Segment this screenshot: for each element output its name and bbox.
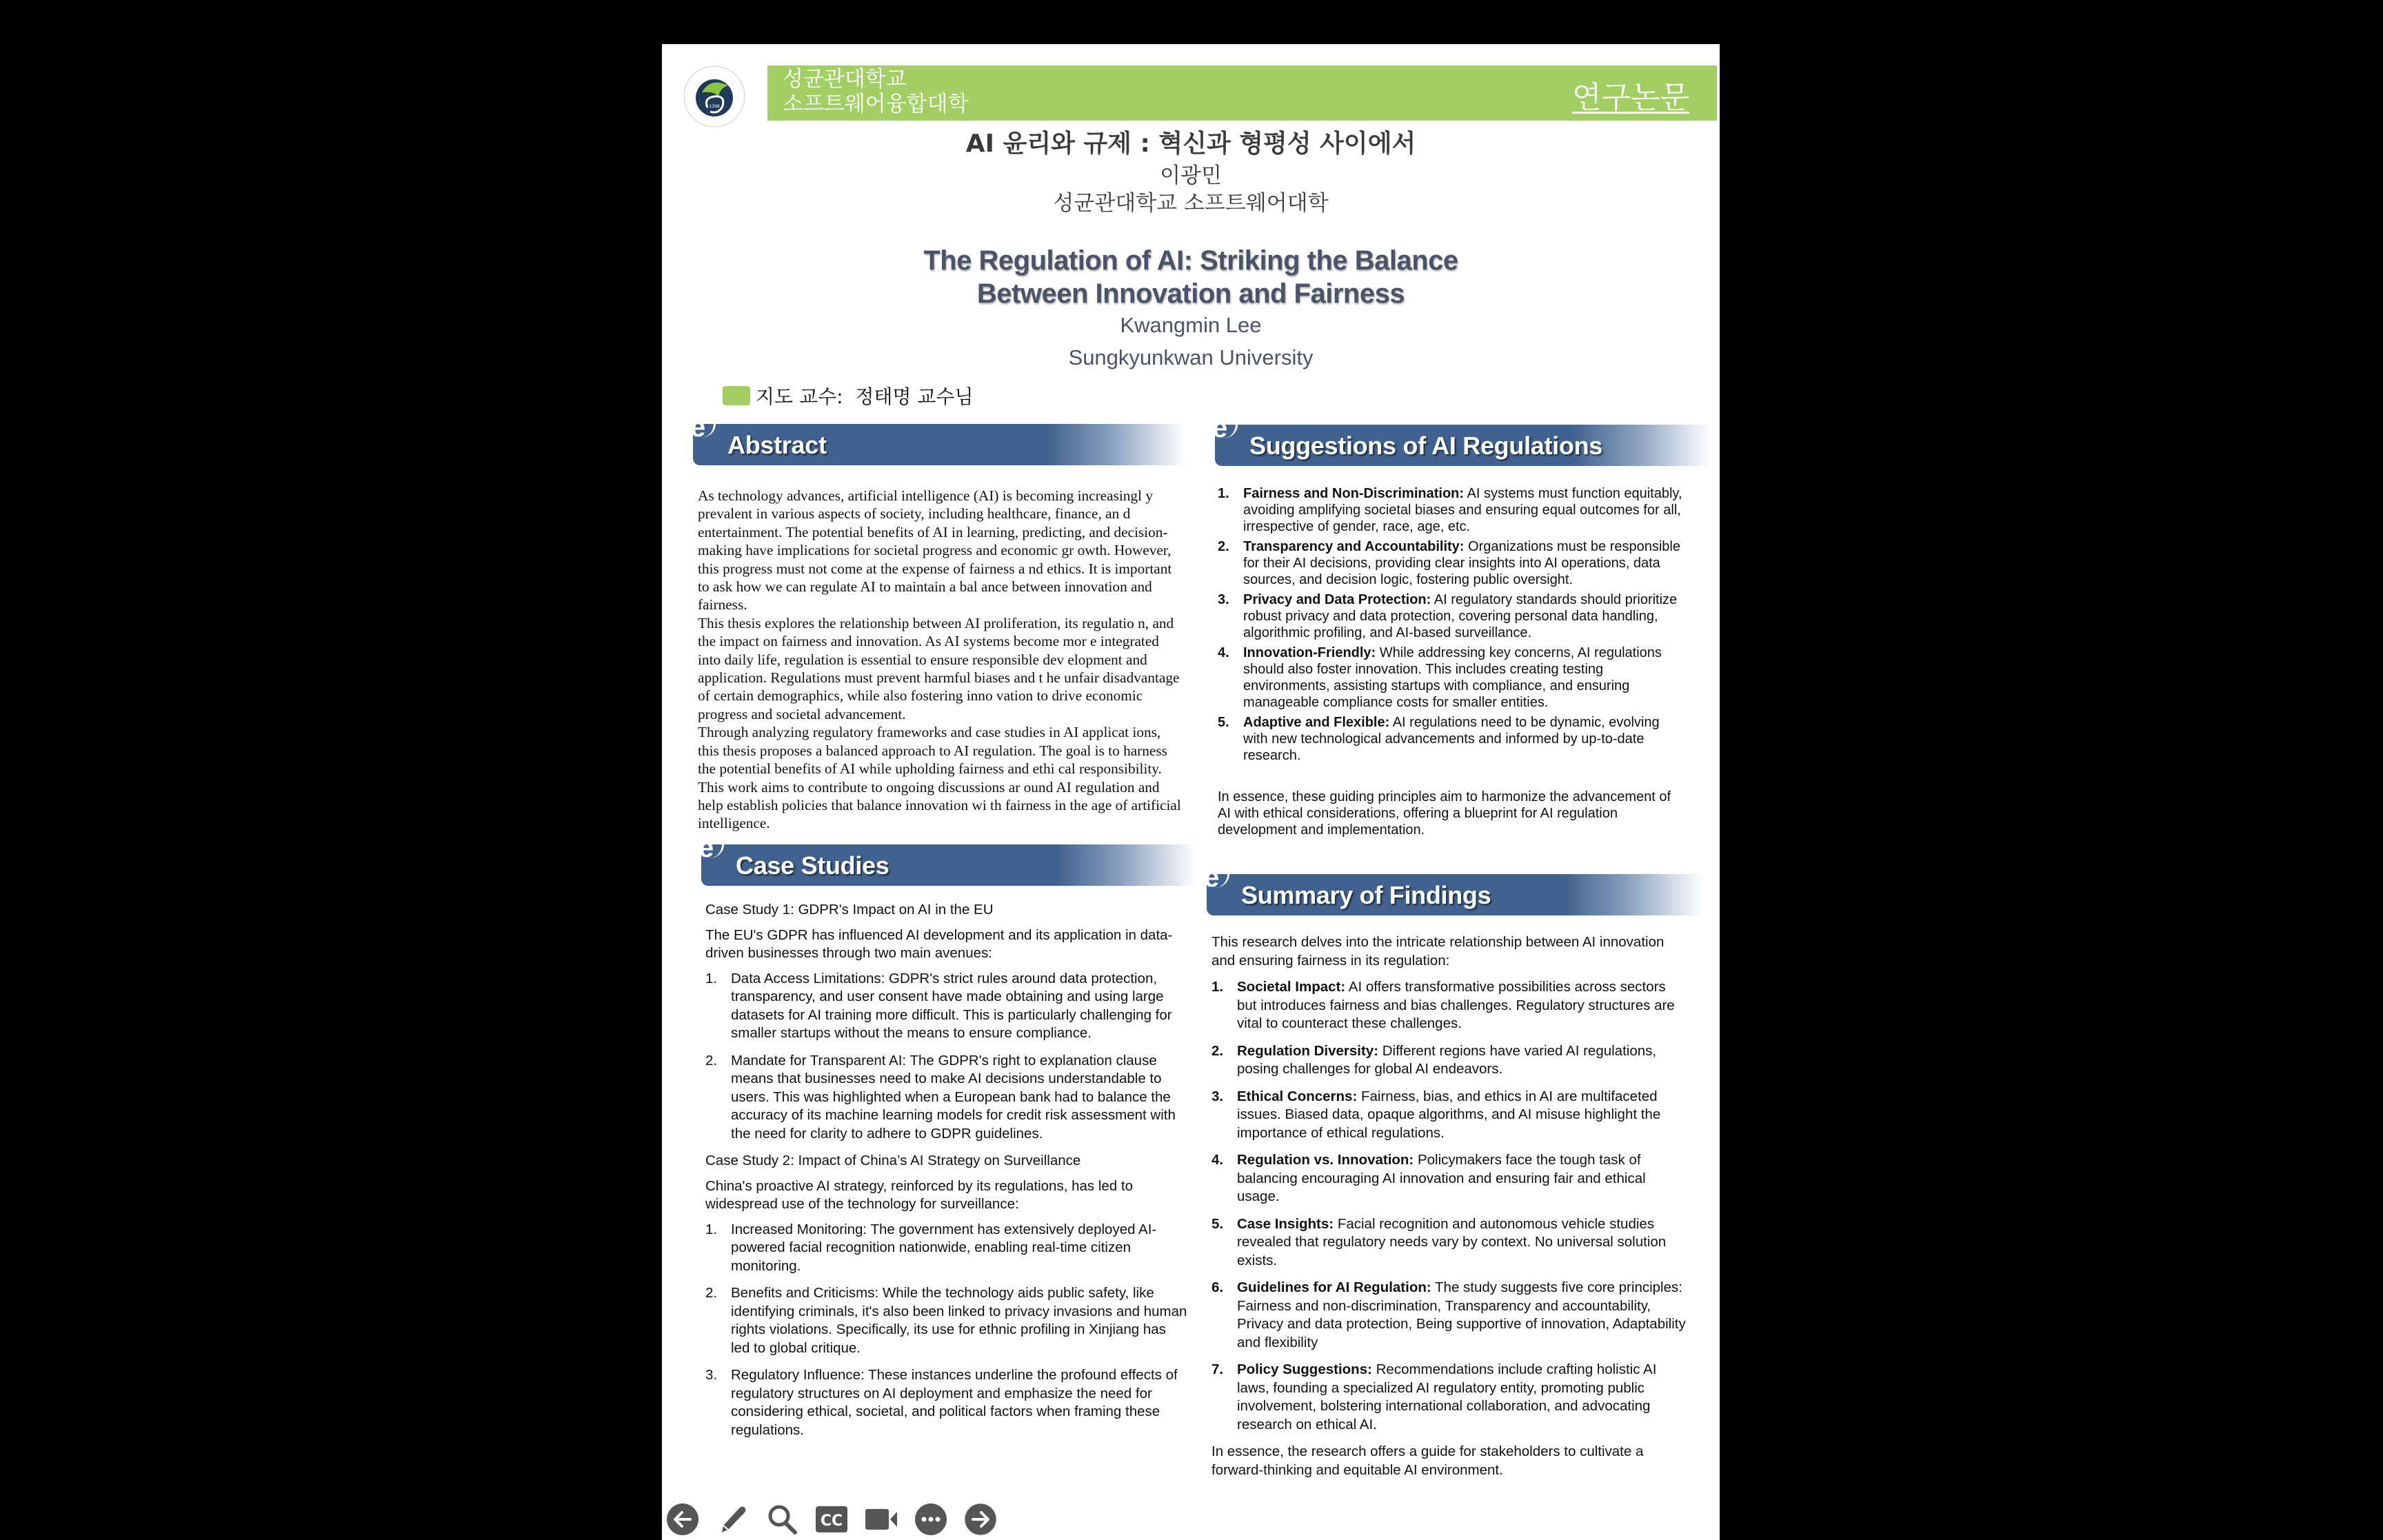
list-key: Transparency and Accountability: [1243, 539, 1465, 554]
list-number: 4. [1218, 645, 1229, 660]
svg-text:CC: CC [820, 1512, 843, 1530]
suggestions-closing: In essence, these guiding principles aim to harmonize the advancement of AI with ethical considerations, offering a blueprint for AI regulation development and implementation. [1218, 789, 1671, 838]
list-item [1211, 1042, 1687, 1079]
list-text: Increased Monitoring: The government has extensively deployed AI-powered facial recognition nationwide, enabling real-time citizen monitoring. [731, 1221, 1157, 1274]
summary-body [1211, 933, 1687, 1479]
suggestions-list [1218, 485, 1687, 764]
suggestions-heading: Suggestions of AI Regulations [1249, 432, 1602, 460]
arrow-left-icon [665, 1502, 700, 1537]
section-e-icon: e [690, 414, 714, 442]
list-number: 5. [1218, 715, 1229, 730]
list-number: 2. [1211, 1042, 1224, 1059]
video-camera-icon [864, 1502, 898, 1537]
case-study-2-title: Case Study 2: Impact of China’s AI Strategy on Surveillance [705, 1153, 1081, 1168]
annotate-button[interactable] [715, 1502, 750, 1537]
university-logo [683, 65, 746, 128]
english-title [662, 244, 1720, 310]
list-text: AI offers transformative possibilities across sectors but introduces fairness and bias challenges. Regulatory structures are vital to counteract these challenges. [1237, 979, 1675, 1031]
list-item [705, 1052, 1188, 1144]
list-key: Ethical Concerns: [1237, 1088, 1358, 1104]
list-number: 2. [705, 1285, 718, 1301]
list-item [1211, 1279, 1687, 1352]
captions-button[interactable] [814, 1502, 849, 1537]
list-number: 3. [1211, 1088, 1224, 1104]
list-key: Case Insights: [1237, 1215, 1334, 1232]
abstract-paragraph: Through analyzing regulatory frameworks and case studies in AI applicat ions, this thesis proposes a balanced approach to AI regulation. The goal is to harness the potential benefits of AI while upholding fairness and ethi cal responsibility. This work aims to contribute to ongoing discussions ar ound AI regulation and help establish policies that balance innovation wi th fairness in the age of artificial intelligence. [698, 724, 1181, 832]
summary-header [1204, 862, 1703, 915]
list-number: 4. [1211, 1152, 1224, 1168]
skku-emblem-icon [683, 65, 746, 128]
summary-closing: In essence, the research offers a guide for stakeholders to cultivate a forward-thinking and equitable AI environment. [1211, 1443, 1644, 1478]
case-studies-header [698, 833, 1196, 886]
list-text: AI systems must function equitably, avoiding amplifying societal biases and ensuring equal outcomes for all, irrespective of gender, race, age, etc. [1243, 486, 1682, 534]
list-item [705, 1284, 1188, 1357]
list-number: 5. [1211, 1215, 1224, 1232]
list-text: Data Access Limitations: GDPR's strict rules around data protection, transparency, and user consent have made obtaining and using large datasets for AI training more difficult. This is particularly challenging for smaller startups without the means to ensure compliance. [731, 970, 1172, 1041]
list-number: 1. [705, 970, 718, 986]
pencil-icon [715, 1502, 750, 1537]
list-text: Policymakers face the tough task of balancing encouraging AI innovation and ensuring fair and ethical usage. [1237, 1152, 1646, 1204]
suggestions-header [1212, 413, 1711, 466]
list-item [705, 970, 1188, 1043]
list-key: Guidelines for AI Regulation: [1237, 1279, 1431, 1295]
list-text: AI regulatory standards should prioritize robust privacy and data protection, covering personal data handling, algorithmic profiling, and AI-based surveillance. [1243, 592, 1678, 640]
list-text: AI regulations need to be dynamic, evolving with new technological advancements and informed by up-to-date research. [1243, 715, 1660, 763]
list-text: Facial recognition and autonomous vehicle studies revealed that regulatory needs vary by context. No universal solution exists. [1237, 1215, 1667, 1268]
case-study-2-list [705, 1221, 1188, 1440]
korean-author: 이광민 [1160, 163, 1222, 188]
suggestions-body [1218, 485, 1687, 838]
banner-university-line2: 소프트웨어융합대학 [783, 92, 969, 116]
list-key: Regulation vs. Innovation: [1237, 1152, 1414, 1168]
list-item [1211, 1361, 1687, 1434]
list-number: 1. [1211, 979, 1224, 995]
summary-heading: Summary of Findings [1241, 881, 1491, 909]
list-item [1218, 538, 1687, 588]
english-title-line1: The Regulation of AI: Striking the Balance [923, 245, 1458, 276]
list-text: Regulatory Influence: These instances underline the profound effects of regulatory structures on AI deployment and emphasize the need for considering ethical, societal, and political factors when framing these regulations. [731, 1367, 1178, 1438]
case-studies-body [705, 901, 1188, 1448]
search-button[interactable] [765, 1502, 799, 1537]
list-text: The study suggests five core principles: Fairness and non-discrimination, Transparency and accountability, Privacy and data protection, Being supportive of innovation, Adaptability and flexibility [1237, 1279, 1686, 1350]
list-key: Fairness and Non-Discrimination: [1243, 486, 1465, 501]
list-key: Policy Suggestions: [1237, 1361, 1372, 1377]
advisor-line [723, 382, 974, 409]
list-item [1218, 591, 1687, 641]
section-e-icon: e [698, 835, 722, 862]
list-item [705, 1366, 1188, 1439]
list-item [1218, 714, 1687, 764]
case-study-1-intro: The EU's GDPR has influenced AI development and its application in data-driven businesses through two main avenues: [705, 926, 1173, 961]
banner-university [783, 67, 969, 116]
list-key: Privacy and Data Protection: [1243, 592, 1431, 607]
list-number: 2. [705, 1052, 718, 1068]
list-key: Regulation Diversity: [1237, 1042, 1379, 1059]
case-studies-heading: Case Studies [736, 851, 889, 880]
list-number: 7. [1211, 1361, 1224, 1377]
list-item [1211, 978, 1687, 1033]
category-tag-link[interactable]: 연구논문 [1571, 80, 1689, 115]
closed-caption-icon [814, 1502, 849, 1537]
list-text: Different regions have varied AI regulations, posing challenges for global AI endeavors. [1237, 1042, 1657, 1077]
abstract-paragraph: This thesis explores the relationship between AI proliferation, its regulatio n, and the impact on fairness and innovation. As AI systems become mor e integrated into daily life, regulation is essential to ensure responsible dev elopment and application. Regulations must prevent harmful biases and t he unfair disadvantage of certain demographics, while also fostering inno vation to drive economic progress and societal advancement. [698, 614, 1180, 722]
summary-list [1211, 978, 1687, 1434]
korean-title: AI 윤리와 규제 : 혁신과 형평성 사이에서 [965, 130, 1416, 158]
list-text: Benefits and Criticisms: While the technology aids public safety, like identifying criminals, it's also been linked to privacy invasions and human rights violations. Specifically, its use for ethnic profiling in Xinjiang has led to global critique. [731, 1285, 1187, 1356]
abstract-header [690, 412, 1186, 465]
video-button[interactable] [864, 1502, 898, 1537]
english-affiliation: Sungkyunkwan University [1068, 345, 1314, 369]
previous-page-button[interactable] [665, 1502, 700, 1537]
advisor-bullet-icon [723, 386, 750, 405]
list-text: Organizations must be responsible for their AI decisions, providing clear insights into AI operations, data sources, and decision logic, fostering public oversight. [1243, 539, 1680, 587]
more-icon [914, 1502, 948, 1537]
list-text: While addressing key concerns, AI regulations should also foster innovation. This includes creating testing environments, assisting startups with compliance, and ensuring manageable compliance costs for smaller entities. [1243, 645, 1662, 710]
summary-intro: This research delves into the intricate relationship between AI innovation and ensuring fairness in its regulation: [1211, 934, 1665, 969]
list-key: Adaptive and Flexible: [1243, 715, 1390, 730]
list-text: Mandate for Transparent AI: The GDPR's right to explanation clause means that businesses need to make AI decisions understandable to users. This was highlighted when a European bank had to balance the accuracy of its machine learning models for credit risk assessment with the need for clarity to adhere to GDPR guidelines. [731, 1052, 1176, 1142]
case-study-1-list [705, 970, 1188, 1144]
more-options-button[interactable] [914, 1502, 948, 1537]
english-author: Kwangmin Lee [1120, 313, 1262, 337]
list-text: Fairness, bias, and ethics in AI are multifaceted issues. Biased data, opaque algorithms, and AI misuse highlight the importance of ethical regulations. [1237, 1088, 1661, 1141]
list-text: Recommendations include crafting holistic AI laws, founding a specialized AI regulatory entity, promoting public involvement, bolstering international collaboration, and advocating research on ethical AI. [1237, 1361, 1657, 1432]
list-number: 3. [705, 1367, 718, 1383]
svg-text:1398: 1398 [709, 104, 720, 109]
abstract-body [698, 487, 1184, 833]
list-item [1218, 485, 1687, 535]
list-item [705, 1221, 1188, 1276]
abstract-paragraph: As technology advances, artificial intelligence (AI) is becoming increasingl y prevalent in various aspects of society, including healthcare, finance, an d entertainment. The potential benefits of AI in learning, predicting, and decision-making have implications for societal progress and economic gr owth. However, this progress must not come at the expense of fairness a nd ethics. It is important to ask how we can regulate AI to maintain a bal ance between innovation and fairness. [698, 487, 1172, 614]
search-icon [765, 1502, 799, 1537]
section-e-icon: e [1204, 864, 1227, 892]
list-item [1211, 1088, 1687, 1143]
header-banner [767, 65, 1717, 121]
list-item [1211, 1151, 1687, 1206]
english-title-line2: Between Innovation and Fairness [976, 278, 1405, 309]
list-number: 1. [705, 1221, 718, 1237]
list-key: Innovation-Friendly: [1243, 645, 1376, 660]
list-number: 6. [1211, 1279, 1224, 1295]
list-item [1218, 645, 1687, 711]
abstract-heading: Abstract [727, 431, 827, 459]
next-page-button[interactable] [963, 1502, 998, 1537]
list-key: Societal Impact: [1237, 979, 1346, 995]
poster-page [662, 44, 1720, 1540]
case-study-2-intro: China's proactive AI strategy, reinforced by its regulations, has led to widespread use of the technology for surveillance: [705, 1177, 1133, 1212]
korean-affiliation: 성균관대학교 소프트웨어대학 [1053, 191, 1329, 216]
list-item [1211, 1215, 1687, 1270]
section-e-icon: e [1212, 415, 1236, 443]
viewer-toolbar [665, 1501, 998, 1537]
case-study-1-title: Case Study 1: GDPR's Impact on AI in the EU [705, 902, 994, 918]
arrow-right-icon [963, 1502, 998, 1537]
list-number: 1. [1218, 486, 1229, 501]
list-number: 2. [1218, 539, 1229, 554]
banner-university-line1: 성균관대학교 [783, 67, 907, 92]
list-number: 3. [1218, 592, 1229, 607]
advisor-text: 지도 교수: 정태명 교수님 [756, 385, 974, 408]
